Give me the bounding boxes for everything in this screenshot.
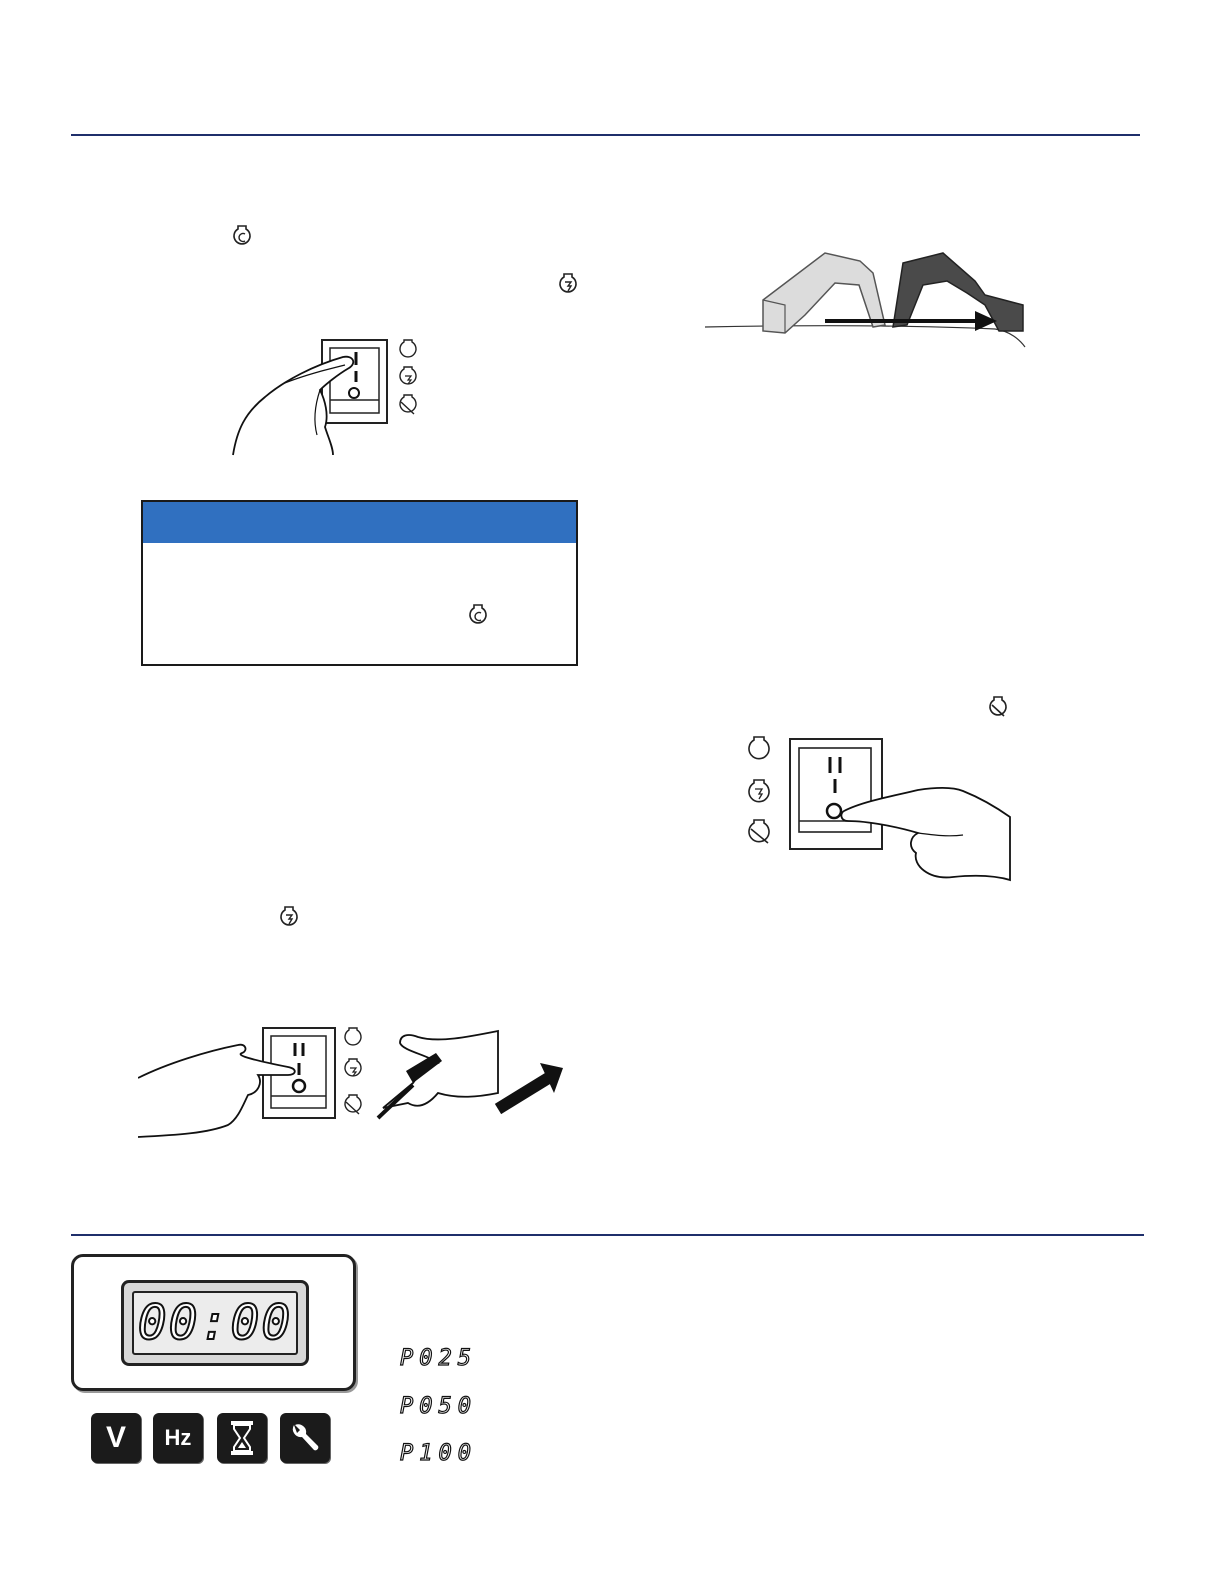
note-header bbox=[143, 502, 576, 543]
cleaning-mode-icon-2 bbox=[278, 905, 300, 931]
switch-and-plug-illustration bbox=[138, 1023, 568, 1143]
timer-key[interactable] bbox=[217, 1413, 267, 1463]
guard-slide-illustration bbox=[705, 245, 1030, 350]
standby-mode-icon-note bbox=[467, 603, 489, 629]
switch-press-off-illustration bbox=[748, 735, 1018, 885]
power-code-100: P100 bbox=[400, 1441, 477, 1466]
power-code-50: P050 bbox=[400, 1394, 477, 1419]
note-box bbox=[141, 500, 578, 666]
frequency-key[interactable] bbox=[153, 1413, 203, 1463]
lcd-display bbox=[121, 1280, 309, 1366]
standby-mode-icon bbox=[231, 224, 253, 250]
bottom-divider bbox=[71, 1234, 1144, 1236]
lcd-readout: 00:00 bbox=[137, 1295, 293, 1351]
control-display-panel bbox=[71, 1254, 356, 1391]
wrench-icon bbox=[288, 1421, 322, 1455]
top-divider bbox=[71, 134, 1140, 136]
hourglass-icon bbox=[229, 1420, 255, 1456]
voltage-key-label: V bbox=[105, 1421, 126, 1454]
frequency-key-label: Hz bbox=[164, 1425, 192, 1450]
switch-press-top-illustration bbox=[225, 335, 430, 460]
off-mode-icon bbox=[987, 695, 1009, 721]
service-key[interactable] bbox=[280, 1413, 330, 1463]
power-code-25: P025 bbox=[400, 1346, 477, 1371]
cleaning-mode-icon bbox=[557, 272, 579, 298]
voltage-key[interactable] bbox=[91, 1413, 141, 1463]
